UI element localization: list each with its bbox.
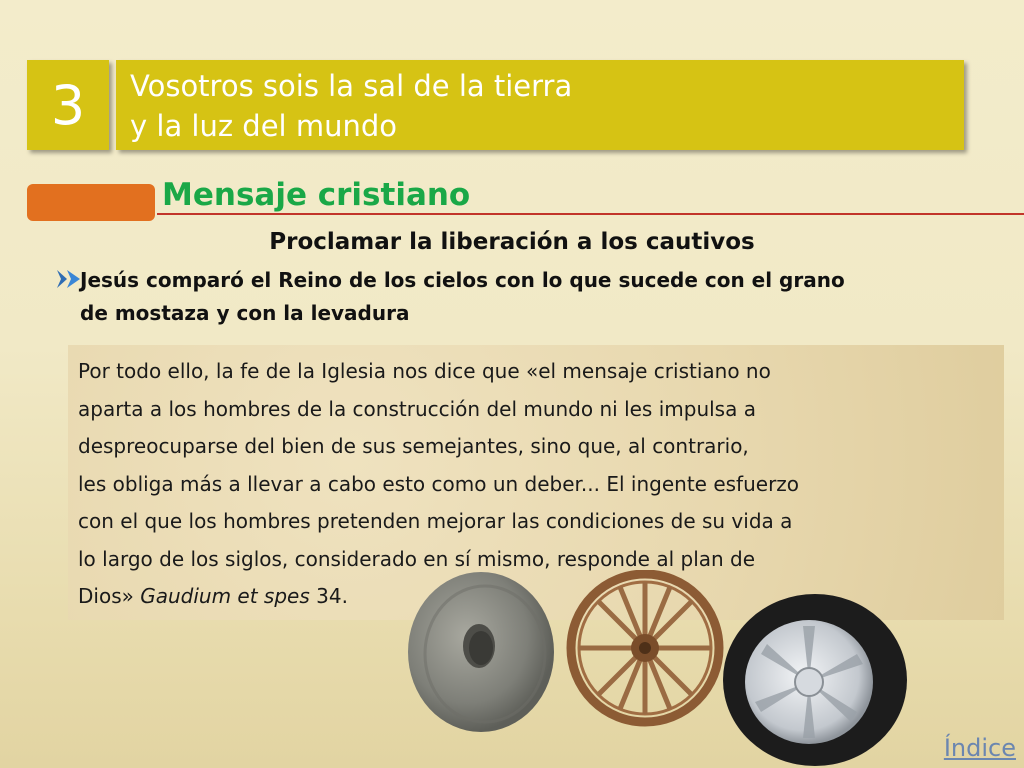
quote-line-6: lo largo de los siglos, considerado en sí mismo, responde al plan de [78, 546, 756, 571]
index-link[interactable]: Índice [943, 734, 1016, 762]
bullet-point [80, 264, 980, 330]
wooden-wheel-image [571, 574, 719, 722]
slide-number-box [27, 60, 109, 150]
quote-line-3: despreocuparse del bien de sus semejantes, sino que, al contrario, [78, 434, 749, 458]
car-tire-image [723, 594, 907, 766]
section-tab-decoration [27, 184, 155, 221]
quote-source: Gaudium et spes [140, 584, 310, 608]
section-divider [157, 213, 1024, 215]
slide-title-line-1: Vosotros sois la sal de la tierra [130, 69, 573, 103]
double-arrow-bullet-icon [56, 268, 82, 290]
stone-wheel-image [408, 572, 554, 732]
quote-line-5: con el que los hombres pretenden mejorar las condiciones de su vida a [78, 509, 793, 533]
bullet-line-2: de mostaza y con la levadura [80, 301, 410, 325]
quote-line-2: aparta a los hombres de la construcción del mundo ni les impulsa a [78, 396, 756, 421]
quote-source-number: 34. [309, 584, 348, 608]
bullet-line-1: Jesús comparó el Reino de los cielos con lo que sucede con el grano [80, 268, 845, 292]
quote-line-1: Por todo ello, la fe de la Iglesia nos dice que «el mensaje cristiano no [78, 359, 771, 383]
quote-line-4: les obliga más a llevar a cabo esto como un deber... El ingente esfuerzo [78, 471, 800, 496]
wheels-illustration [405, 570, 925, 768]
slide-number: 3 [50, 73, 86, 137]
subheading: Proclamar la liberación a los cautivos [269, 229, 755, 255]
section-title: Mensaje cristiano [162, 177, 471, 213]
quote-last-prefix: Dios» [78, 584, 141, 608]
slide-title-box [116, 60, 964, 150]
slide-title-line-2: y la luz del mundo [130, 109, 397, 143]
